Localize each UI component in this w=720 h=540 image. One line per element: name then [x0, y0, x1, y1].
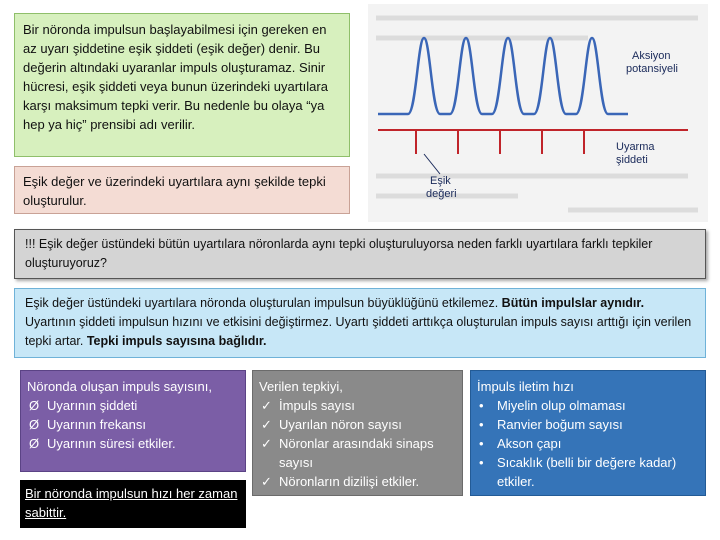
bullet-icon: •: [479, 436, 484, 451]
impulse-count-title: Nöronda oluşan impuls sayısını,: [27, 379, 212, 394]
action-potential-label-2: potansiyeli: [626, 63, 678, 75]
threshold-definition-text: Bir nöronda impulsun başlayabilmesi için gereken en az uyarı şiddetine eşik şiddeti (eşik değer) denir. Bu değerin altındaki uyaranlar impuls oluşturamaz. Sinir hücresi, eşik şiddeti veya bunun üzerindeki uyartılara karşı maksimum tepki verir. Bu nedenle bu olaya “ya hep ya hiç” prensibi adı verilir.: [23, 22, 328, 132]
threshold-definition-box: [14, 13, 350, 157]
arrow-bullet-icon: Ø: [29, 436, 40, 451]
response-factors-list: [259, 396, 456, 491]
list-item: • Ranvier boğum sayısı: [479, 417, 623, 432]
question-box: [14, 229, 706, 279]
question-text: !!! Eşik değer üstündeki bütün uyartılara nöronlarda aynı tepki oluşturuluyorsa neden farklı uyartılara farklı tepkiler oluşturuyoruz?: [25, 237, 653, 270]
list-item: Ø Uyarının şiddeti: [29, 398, 138, 413]
answer-text-2: Uyartının şiddeti impulsun hızını ve etkisini değiştirmez. Uyartı şiddeti arttıkça oluşturulan impuls sayısı arttığı için verilen tepki artar.: [25, 315, 692, 348]
list-item: • Akson çapı: [479, 436, 562, 451]
list-item: ✓ İmpuls sayısı: [261, 398, 355, 413]
arrow-bullet-icon: Ø: [29, 398, 40, 413]
list-item: ✓ Uyarılan nöron sayısı: [261, 417, 402, 432]
impulse-speed-note: [20, 480, 246, 528]
impulse-count-box: [20, 370, 246, 472]
bullet-icon: •: [479, 455, 484, 470]
list-item: ✓ Nöronlar arasındaki sinaps sayısı: [261, 436, 434, 470]
answer-text-1: Eşik değer üstündeki uyartılara nöronda oluşturulan impulsun büyüklüğünü etkilemez.: [25, 296, 502, 310]
impulse-count-list: [27, 396, 239, 453]
list-item: ✓ Nöronların dizilişi etkiler.: [261, 474, 420, 489]
check-icon: ✓: [261, 417, 272, 432]
equal-response-text: Eşik değer ve üzerindeki uyartılara aynı şekilde tepki oluşturulur.: [23, 174, 326, 208]
check-icon: ✓: [261, 436, 272, 451]
check-icon: ✓: [261, 474, 272, 489]
conduction-speed-box: [470, 370, 706, 496]
threshold-label: Eşik: [430, 175, 451, 187]
response-factors-box: [252, 370, 463, 496]
stimulus-label: Uyarma: [616, 141, 655, 153]
stimulus-label-2: şiddeti: [616, 154, 648, 166]
list-item: Ø Uyarının frekansı: [29, 417, 146, 432]
conduction-speed-list: [477, 396, 699, 491]
answer-box: [14, 288, 706, 358]
threshold-label-2: değeri: [426, 188, 457, 200]
bullet-icon: •: [479, 398, 484, 413]
action-potential-figure: [368, 4, 708, 222]
answer-emphasis-1: Bütün impulslar aynıdır.: [501, 296, 645, 310]
answer-emphasis-2: Tepki impuls sayısına bağlıdır.: [86, 334, 267, 348]
list-item: Ø Uyarının süresi etkiler.: [29, 436, 176, 451]
impulse-speed-text: Bir nöronda impulsun hızı her zaman sabittir.: [25, 486, 238, 520]
response-factors-title: Verilen tepkiyi,: [259, 379, 343, 394]
check-icon: ✓: [261, 398, 272, 413]
list-item: • Miyelin olup olmaması: [479, 398, 626, 413]
list-item: • Sıcaklık (belli bir değere kadar) etkiler.: [479, 455, 677, 489]
bullet-icon: •: [479, 417, 484, 432]
equal-response-box: [14, 166, 350, 214]
arrow-bullet-icon: Ø: [29, 417, 40, 432]
conduction-speed-title: İmpuls iletim hızı: [477, 379, 574, 394]
action-potential-label: Aksiyon: [632, 50, 671, 62]
